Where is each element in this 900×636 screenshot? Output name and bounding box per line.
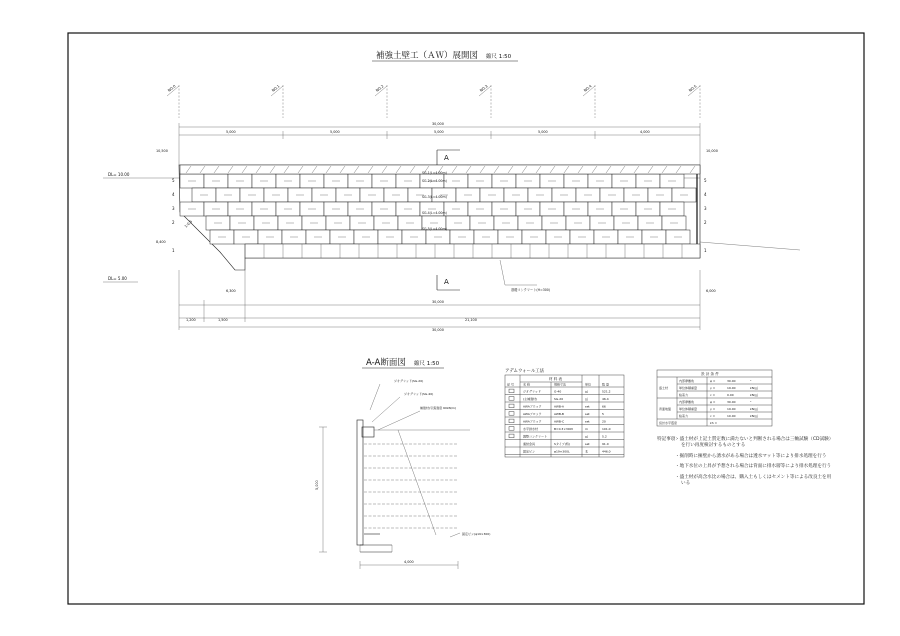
design-cell: 内部摩擦角 [679,379,695,383]
material-symbol [509,404,514,408]
design-table [657,370,772,426]
svg-text:A: A [444,154,449,162]
section-marker-top [437,150,460,165]
materials-cell: AWAブロック [523,419,542,424]
design-cell: 背面地盤 [659,407,672,411]
dl-upper [103,172,138,178]
materials-cell: AWB-A [554,404,564,409]
materials-cell: (主補強材) [523,396,538,401]
span-dim-3: 5,000 [434,130,444,134]
span-dim-4: 5,000 [538,130,548,134]
design-cell: γ = [710,407,716,411]
materials-cell: 固定ピン [523,449,536,454]
svg-text:DL= 5.00: DL= 5.00 [108,276,127,281]
materials-cell: m [585,426,588,431]
design-cell: 単位体積重量 [679,407,698,411]
wall-elevation [138,165,800,270]
design-cell: kN/㎡ [750,393,758,397]
materials-cell: 調整コンクリート [523,434,547,439]
station-label: NO.5 [688,84,698,93]
span-dim-2: 5,000 [330,130,340,134]
materials-cell: ㎡ [585,396,589,401]
design-cell: 10.00 [727,414,736,418]
notes-list [657,437,832,487]
materials-cell: ㎡ [585,389,589,394]
section-label-1: ジオグリッド(SG-20) [394,379,424,383]
row-number-left: 5 [172,178,175,183]
materials-cell: 521.2 [602,389,611,394]
design-cell: kN/㎥ [750,386,758,390]
material-symbol [509,412,514,416]
design-cell: c = [710,393,716,397]
materials-cell: ジオグリッド [523,389,541,394]
design-cell: 30.00 [727,400,736,404]
station-label: NO.0 [167,84,177,93]
row-number-right: 1 [704,248,707,253]
section-scale: 縮尺 1:50 [414,361,440,367]
materials-cell: AWB-C [554,419,565,424]
materials-cell: 446.0 [602,449,611,454]
materials-cell: AWAブロック [523,404,542,409]
materials-cell: set [585,404,590,409]
design-cell: 粘着力 [679,393,689,397]
design-cell: 設計水平震度 [659,421,678,425]
notes-label: 特記事項： [657,437,680,442]
bottom-dim-2: 1,500 [218,318,228,322]
left-height-3: 6,300 [226,289,236,293]
row-number-right: 4 [704,192,707,197]
station-label: NO.4 [583,84,593,93]
materials-cell: Sタイプ(特) [554,441,571,446]
materials-col-header: 記 号 [507,382,514,387]
svg-text:A: A [444,278,449,286]
span-dim-1: 5,000 [226,130,236,134]
section-marker-bottom [437,275,460,290]
note-item: ・ 掘削時に擁壁から湧水がある場合は透水マット等により排水処理を行う [681,454,832,460]
svg-text:基礎コンクリート(H=300): 基礎コンクリート(H=300) [511,288,551,292]
material-symbol [509,397,514,401]
top-dimensions [179,122,700,165]
section-title: A-A断面図 [366,358,406,368]
slope-label: 1:0.5 [183,219,194,229]
materials-cell: SG-20 [554,396,564,401]
station-label: NO.2 [375,84,385,93]
material-symbol [509,427,514,431]
row-number-right: 3 [704,206,707,211]
svg-text:DL= 10.00: DL= 10.00 [108,172,130,177]
design-cell: ° [750,400,752,404]
svg-text:SG-3(L=4.00m): SG-3(L=4.00m) [422,195,447,199]
design-cell: 粘着力 [679,414,689,418]
materials-cell: AWB-B [554,411,564,416]
design-cell: φ = [710,379,716,383]
right-height-1: 10,000 [706,149,718,153]
station-label: NO.3 [479,84,489,93]
materials-cell: 5 [602,411,604,416]
overall-dimension-top: 30,000 [432,122,444,126]
materials-cell: ㎥ [585,434,589,439]
section-drawing [315,378,490,569]
station-label: NO.1 [271,84,281,93]
note-item: ・ 地下水位の上昇が予想される場合は背面に排水層等により排水処理を行う [681,464,832,470]
materials-col-header: 数 量 [602,382,609,387]
foundation-label [500,260,550,292]
row-number-right: 5 [704,178,707,183]
materials-header-group: 材 料 表 [549,377,563,381]
svg-text:SG-1(L=4.00m): SG-1(L=4.00m) [422,171,447,175]
overall-dimension-bottom-2: 30,000 [432,328,444,332]
materials-cell: set [585,441,590,446]
materials-cell: 水平排水材 [523,426,539,431]
elevation-scale: 縮尺 1:50 [486,54,512,60]
note-item: ・ 盛土材が高含水比の場合は、購入土もしくはセメント等による改良土を用いる [681,475,832,488]
design-cell: 19.00 [727,407,736,411]
materials-cell: set [585,419,590,424]
materials-cell: 46.4 [602,396,609,401]
bottom-dim-1: 1,200 [186,318,196,322]
station-markers [167,84,700,118]
design-cell: 19.00 [727,386,736,390]
design-cell: kh = [710,421,718,425]
dl-lower [103,276,138,282]
left-height-1: 10,500 [156,149,168,153]
materials-col-header: 単位 [585,382,592,387]
materials-cell: B=0.3×300t [554,426,573,431]
materials-cell: 連結金具 [523,441,536,446]
row-number-left: 3 [172,206,175,211]
design-cell: kN/㎡ [750,414,758,418]
material-symbol [509,434,514,438]
section-height: 5,000 [315,480,319,490]
section-base-width: 4,000 [404,560,414,564]
note-item: ・ 盛土材が上記土質定数に満たないと判断される場合は三軸試験（CD試験）を行い再度検討するものとする [681,437,832,450]
materials-cell: 101.0 [602,426,611,431]
section-label-3: 補強材(引張強度 60kN/m) [420,406,457,410]
materials-table [505,375,624,457]
svg-text:SG-5(L=4.00m): SG-5(L=4.00m) [422,227,447,231]
design-cell: ° [750,379,752,383]
bottom-dimensions [179,270,700,332]
row-number-right: 2 [704,220,707,225]
design-cell: 内部摩擦角 [679,400,695,404]
design-cell: 30.00 [727,379,736,383]
materials-cell: 66 [602,404,606,409]
materials-cell: 91.0 [602,441,609,446]
svg-text:SG-2(L=4.00m): SG-2(L=4.00m) [422,179,447,183]
design-cell: kN/㎥ [750,407,758,411]
materials-cell: φ19×300L [554,449,570,454]
bottom-dim-3: 21,100 [465,318,477,322]
materials-title: アデムウォール工法 [505,369,545,374]
row-number-left: 4 [172,192,175,197]
design-cell: 単位体積重量 [679,386,698,390]
materials-cell: AWAブロック [523,411,542,416]
overall-dimension-bottom-1: 30,000 [432,300,444,304]
right-height-2: 6,000 [706,289,716,293]
left-height-2: 8,400 [156,240,166,244]
design-cell: φ = [710,400,716,404]
material-symbol [509,419,514,423]
materials-cell: 5.2 [602,434,607,439]
row-number-left: 1 [172,248,175,253]
elevation-title: 補強土壁工（ＡＷ）展開図 [376,51,479,61]
design-cell: 盛土材 [659,386,669,390]
design-cell: 0.00 [727,393,734,397]
special-notes [657,437,832,491]
section-label-2: ジオグリッド(SG-40) [404,392,434,396]
materials-col-header: 規格寸法 [554,382,567,387]
materials-col-header: 名 称 [523,382,530,387]
materials-cell: G-40 [554,389,562,394]
row-number-left: 2 [172,220,175,225]
design-header-group: 設 計 条 件 [701,372,719,376]
section-anchor-label: 固定ピン(φ19×300) [462,532,491,536]
material-symbol [509,389,514,393]
span-dim-5: 4,000 [640,130,650,134]
svg-text:SG-4(L=4.00m): SG-4(L=4.00m) [422,211,447,215]
materials-cell: 20 [602,419,606,424]
design-cell: c = [710,414,716,418]
materials-cell: 本 [585,449,589,454]
design-cell: γ = [710,386,716,390]
base-row [245,244,700,258]
materials-cell: set [585,411,590,416]
